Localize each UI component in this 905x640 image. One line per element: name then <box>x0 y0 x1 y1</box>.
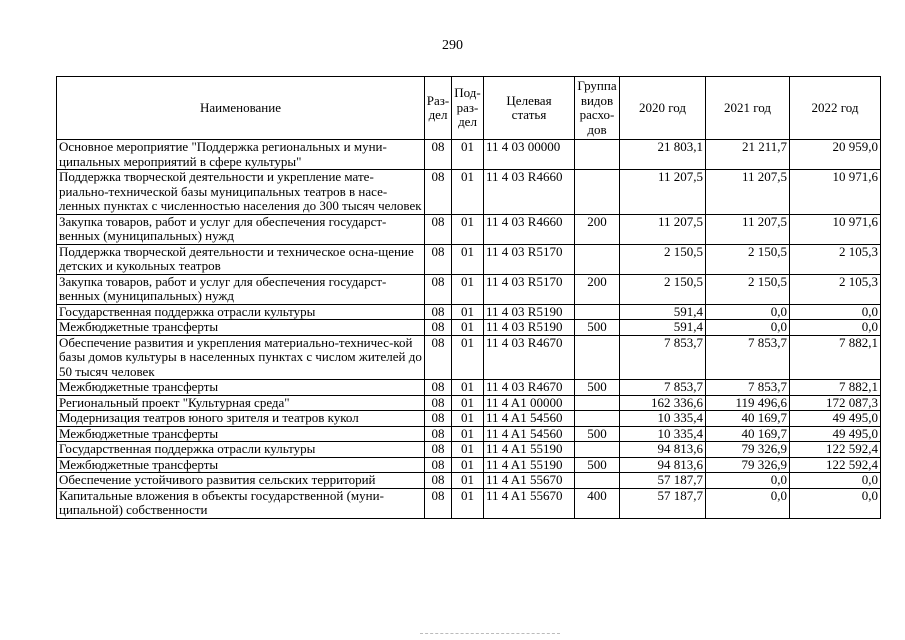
row-value-2021: 2 150,5 <box>706 244 790 274</box>
row-section: 08 <box>425 411 452 427</box>
row-value-2022: 0,0 <box>790 473 881 489</box>
table-row <box>57 488 881 518</box>
header-2020: 2020 год <box>620 77 706 140</box>
row-subsection: 01 <box>452 457 484 473</box>
row-value-2021: 0,0 <box>706 473 790 489</box>
table-row <box>57 473 881 489</box>
header-2022: 2022 год <box>790 77 881 140</box>
row-value-2022: 172 087,3 <box>790 395 881 411</box>
row-value-2021: 7 853,7 <box>706 335 790 380</box>
row-section: 08 <box>425 214 452 244</box>
row-value-2021: 119 496,6 <box>706 395 790 411</box>
row-target: 11 4 A1 54560 <box>484 411 575 427</box>
row-section: 08 <box>425 335 452 380</box>
page-number: 290 <box>442 38 463 53</box>
row-value-2021: 11 207,5 <box>706 214 790 244</box>
row-target: 11 4 03 R5190 <box>484 320 575 336</box>
table-row <box>57 380 881 396</box>
row-subsection: 01 <box>452 320 484 336</box>
row-target: 11 4 03 00000 <box>484 140 575 170</box>
row-value-2022: 49 495,0 <box>790 411 881 427</box>
row-value-2022: 49 495,0 <box>790 426 881 442</box>
row-section: 08 <box>425 395 452 411</box>
header-row <box>57 77 881 140</box>
row-name: Государственная поддержка отрасли культуры <box>57 442 425 458</box>
table-row <box>57 395 881 411</box>
row-expense-group: 200 <box>575 214 620 244</box>
row-section: 08 <box>425 320 452 336</box>
row-section: 08 <box>425 473 452 489</box>
row-target: 11 4 03 R5190 <box>484 304 575 320</box>
row-name: Межбюджетные трансферты <box>57 426 425 442</box>
table-body <box>57 140 881 519</box>
row-name: Основное мероприятие "Поддержка региональных и муни-ципальных мероприятий в сфере культуры" <box>57 140 425 170</box>
row-target: 11 4 03 R4670 <box>484 335 575 380</box>
row-value-2022: 7 882,1 <box>790 380 881 396</box>
row-value-2021: 0,0 <box>706 320 790 336</box>
row-value-2020: 162 336,6 <box>620 395 706 411</box>
row-name: Закупка товаров, работ и услуг для обеспечения государст-венных (муниципальных) нужд <box>57 274 425 304</box>
row-section: 08 <box>425 304 452 320</box>
table-row <box>57 274 881 304</box>
row-subsection: 01 <box>452 488 484 518</box>
row-subsection: 01 <box>452 214 484 244</box>
row-section: 08 <box>425 380 452 396</box>
row-target: 11 4 A1 55670 <box>484 488 575 518</box>
row-value-2020: 11 207,5 <box>620 170 706 215</box>
row-name: Обеспечение устойчивого развития сельских территорий <box>57 473 425 489</box>
row-value-2022: 122 592,4 <box>790 457 881 473</box>
row-expense-group: 500 <box>575 380 620 396</box>
row-value-2022: 10 971,6 <box>790 214 881 244</box>
row-name: Межбюджетные трансферты <box>57 380 425 396</box>
row-value-2021: 40 169,7 <box>706 411 790 427</box>
row-value-2022: 0,0 <box>790 304 881 320</box>
table-row <box>57 304 881 320</box>
row-expense-group: 500 <box>575 457 620 473</box>
row-value-2020: 10 335,4 <box>620 411 706 427</box>
row-target: 11 4 A1 00000 <box>484 395 575 411</box>
row-section: 08 <box>425 244 452 274</box>
row-expense-group <box>575 473 620 489</box>
row-name: Модернизация театров юного зрителя и театров кукол <box>57 411 425 427</box>
row-target: 11 4 03 R4660 <box>484 170 575 215</box>
row-section: 08 <box>425 274 452 304</box>
row-value-2020: 2 150,5 <box>620 244 706 274</box>
row-value-2021: 79 326,9 <box>706 442 790 458</box>
row-value-2022: 20 959,0 <box>790 140 881 170</box>
row-target: 11 4 A1 55670 <box>484 473 575 489</box>
row-target: 11 4 A1 55190 <box>484 457 575 473</box>
header-name: Наименование <box>57 77 425 140</box>
row-subsection: 01 <box>452 395 484 411</box>
row-value-2022: 2 105,3 <box>790 244 881 274</box>
header-subsection: Под- раз- дел <box>452 77 484 140</box>
row-value-2020: 7 853,7 <box>620 335 706 380</box>
row-value-2020: 57 187,7 <box>620 473 706 489</box>
row-expense-group: 200 <box>575 274 620 304</box>
row-value-2020: 94 813,6 <box>620 457 706 473</box>
row-subsection: 01 <box>452 426 484 442</box>
row-subsection: 01 <box>452 380 484 396</box>
table-row <box>57 244 881 274</box>
row-subsection: 01 <box>452 244 484 274</box>
row-name: Обеспечение развития и укрепления материально-техничес-кой базы домов культуры в населенных пунктах с числом жителей до 50 тысяч человек <box>57 335 425 380</box>
row-section: 08 <box>425 488 452 518</box>
row-value-2021: 21 211,7 <box>706 140 790 170</box>
row-name: Межбюджетные трансферты <box>57 320 425 336</box>
header-section: Раз- дел <box>425 77 452 140</box>
row-expense-group <box>575 140 620 170</box>
row-name: Государственная поддержка отрасли культуры <box>57 304 425 320</box>
row-value-2020: 591,4 <box>620 304 706 320</box>
row-target: 11 4 03 R5170 <box>484 244 575 274</box>
row-target: 11 4 03 R4670 <box>484 380 575 396</box>
row-name: Поддержка творческой деятельности и укрепление мате-риально-технической базы муниципальных театров в насе-ленных пунктах с численностью населения до 300 тысяч человек <box>57 170 425 215</box>
row-expense-group <box>575 335 620 380</box>
row-section: 08 <box>425 426 452 442</box>
row-section: 08 <box>425 170 452 215</box>
row-expense-group <box>575 244 620 274</box>
row-subsection: 01 <box>452 473 484 489</box>
row-value-2022: 0,0 <box>790 320 881 336</box>
scan-artifact <box>420 633 560 636</box>
row-subsection: 01 <box>452 304 484 320</box>
header-target: Целевая статья <box>484 77 575 140</box>
row-value-2020: 94 813,6 <box>620 442 706 458</box>
table-row <box>57 411 881 427</box>
budget-table <box>56 76 881 519</box>
row-subsection: 01 <box>452 442 484 458</box>
row-value-2021: 11 207,5 <box>706 170 790 215</box>
row-subsection: 01 <box>452 335 484 380</box>
row-expense-group <box>575 411 620 427</box>
row-name: Региональный проект "Культурная среда" <box>57 395 425 411</box>
row-expense-group <box>575 170 620 215</box>
row-name: Межбюджетные трансферты <box>57 457 425 473</box>
row-value-2021: 7 853,7 <box>706 380 790 396</box>
row-value-2020: 2 150,5 <box>620 274 706 304</box>
table-row <box>57 214 881 244</box>
row-value-2022: 122 592,4 <box>790 442 881 458</box>
row-value-2020: 11 207,5 <box>620 214 706 244</box>
row-target: 11 4 A1 54560 <box>484 426 575 442</box>
row-value-2021: 0,0 <box>706 304 790 320</box>
row-expense-group: 500 <box>575 320 620 336</box>
row-value-2022: 10 971,6 <box>790 170 881 215</box>
row-value-2021: 79 326,9 <box>706 457 790 473</box>
row-section: 08 <box>425 140 452 170</box>
row-value-2022: 0,0 <box>790 488 881 518</box>
row-section: 08 <box>425 442 452 458</box>
header-expense-group: Группа видов расхо- дов <box>575 77 620 140</box>
table-row <box>57 442 881 458</box>
row-subsection: 01 <box>452 274 484 304</box>
row-target: 11 4 03 R5170 <box>484 274 575 304</box>
row-expense-group: 500 <box>575 426 620 442</box>
table-row <box>57 140 881 170</box>
row-section: 08 <box>425 457 452 473</box>
table-row <box>57 457 881 473</box>
row-subsection: 01 <box>452 170 484 215</box>
row-value-2022: 7 882,1 <box>790 335 881 380</box>
row-value-2020: 21 803,1 <box>620 140 706 170</box>
row-value-2022: 2 105,3 <box>790 274 881 304</box>
row-value-2020: 591,4 <box>620 320 706 336</box>
row-subsection: 01 <box>452 411 484 427</box>
table-row <box>57 170 881 215</box>
row-name: Капитальные вложения в объекты государственной (муни-ципальной) собственности <box>57 488 425 518</box>
row-value-2020: 57 187,7 <box>620 488 706 518</box>
row-target: 11 4 03 R4660 <box>484 214 575 244</box>
row-value-2021: 40 169,7 <box>706 426 790 442</box>
row-target: 11 4 A1 55190 <box>484 442 575 458</box>
table-row <box>57 335 881 380</box>
header-2021: 2021 год <box>706 77 790 140</box>
row-name: Закупка товаров, работ и услуг для обеспечения государст-венных (муниципальных) нужд <box>57 214 425 244</box>
table-row <box>57 320 881 336</box>
row-expense-group <box>575 395 620 411</box>
row-expense-group <box>575 442 620 458</box>
row-value-2021: 2 150,5 <box>706 274 790 304</box>
row-subsection: 01 <box>452 140 484 170</box>
row-name: Поддержка творческой деятельности и техническое осна-щение детских и кукольных театров <box>57 244 425 274</box>
row-value-2020: 10 335,4 <box>620 426 706 442</box>
row-value-2021: 0,0 <box>706 488 790 518</box>
table-row <box>57 426 881 442</box>
row-expense-group <box>575 304 620 320</box>
row-expense-group: 400 <box>575 488 620 518</box>
row-value-2020: 7 853,7 <box>620 380 706 396</box>
